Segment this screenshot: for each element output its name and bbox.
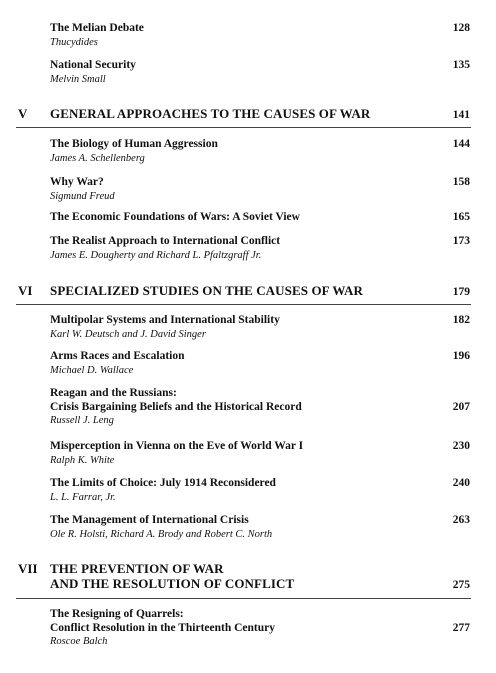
- entry-author: Ole R. Holsti, Richard A. Brody and Robert C. North: [50, 528, 273, 540]
- entry-page-number: 263: [452, 514, 470, 526]
- entry-author: L. L. Farrar, Jr.: [50, 491, 116, 503]
- entry-page-number: 230: [452, 440, 470, 452]
- entry-page-number: 135: [452, 59, 470, 71]
- entry-title-line-2: Conflict Resolution in the Thirteenth Century: [50, 621, 275, 634]
- toc-entry-misperception-vienna: [50, 440, 470, 467]
- entry-title: Reagan and the Russians:: [50, 387, 177, 399]
- entry-author: Roscoe Balch: [50, 636, 108, 647]
- entry-page-number: 144: [452, 138, 470, 150]
- entry-page-number: 173: [452, 235, 470, 247]
- entry-author: Ralph K. White: [50, 454, 115, 466]
- toc-entry-melian-debate: [50, 22, 470, 49]
- toc-entry-why-war: [50, 176, 470, 203]
- entry-title: Why War?: [50, 176, 104, 188]
- toc-entry-limits-of-choice: [50, 477, 470, 504]
- entry-author: Karl W. Deutsch and J. David Singer: [50, 328, 206, 340]
- section-number: VII: [18, 561, 38, 576]
- section-page-number: 141: [452, 109, 470, 121]
- entry-author: James E. Dougherty and Richard L. Pfaltzgraff Jr.: [50, 249, 262, 261]
- section-heading: SPECIALIZED STUDIES ON THE CAUSES OF WAR: [50, 283, 363, 298]
- entry-author: Melvin Small: [50, 73, 106, 85]
- toc-entry-arms-races: [50, 350, 470, 377]
- section-heading: THE PREVENTION OF WAR: [50, 561, 224, 576]
- section-heading-line-2: AND THE RESOLUTION OF CONFLICT: [50, 576, 295, 591]
- entry-page-number: 196: [452, 350, 470, 362]
- section-divider: [16, 598, 471, 599]
- entry-author: Thucydides: [50, 36, 98, 48]
- section-page-number: 275: [452, 579, 470, 591]
- section-heading: GENERAL APPROACHES TO THE CAUSES OF WAR: [50, 106, 371, 121]
- entry-title: The Melian Debate: [50, 22, 144, 34]
- entry-author: Russell J. Leng: [50, 415, 114, 426]
- entry-author: Sigmund Freud: [50, 190, 115, 202]
- toc-entry-biology-aggression: [50, 138, 470, 165]
- toc-entry-multipolar-systems: [50, 314, 470, 341]
- section-divider: [16, 127, 471, 128]
- toc-entry-resigning-quarrels: [50, 608, 470, 648]
- entry-page-number: 165: [452, 211, 470, 223]
- toc-entry-realist-approach: [50, 235, 470, 262]
- entry-title: The Realist Approach to International Conflict: [50, 235, 281, 247]
- entry-page-number: 128: [452, 22, 470, 34]
- entry-title: The Management of International Crisis: [50, 514, 249, 526]
- toc-entry-international-crisis: [50, 514, 470, 541]
- entry-author: Michael D. Wallace: [50, 364, 134, 376]
- section-divider: [16, 304, 471, 305]
- entry-title: The Resigning of Quarrels:: [50, 608, 184, 620]
- toc-entry-reagan-russians: [50, 387, 470, 427]
- entry-title: The Economic Foundations of Wars: A Soviet View: [50, 211, 300, 223]
- section-number: V: [18, 106, 28, 121]
- entry-title: Arms Races and Escalation: [50, 350, 185, 362]
- entry-page-number: 240: [452, 477, 470, 489]
- entry-title: The Biology of Human Aggression: [50, 138, 218, 150]
- toc-entry-national-security: [50, 59, 470, 86]
- entry-title: Multipolar Systems and International Stability: [50, 314, 280, 326]
- toc-entry-economic-foundations: [50, 211, 470, 225]
- entry-page-number: 182: [452, 314, 470, 326]
- section-number: VI: [18, 283, 33, 298]
- entry-title: National Security: [50, 59, 136, 71]
- entry-page-number: 158: [452, 176, 470, 188]
- entry-title-line-2: Crisis Bargaining Beliefs and the Historical Record: [50, 400, 302, 413]
- entry-author: James A. Schellenberg: [50, 152, 145, 164]
- entry-title: The Limits of Choice: July 1914 Reconsidered: [50, 477, 276, 489]
- section-page-number: 179: [452, 286, 470, 298]
- entry-title: Misperception in Vienna on the Eve of World War I: [50, 440, 304, 452]
- entry-page-number: 207: [452, 400, 470, 413]
- entry-page-number: 277: [452, 621, 470, 634]
